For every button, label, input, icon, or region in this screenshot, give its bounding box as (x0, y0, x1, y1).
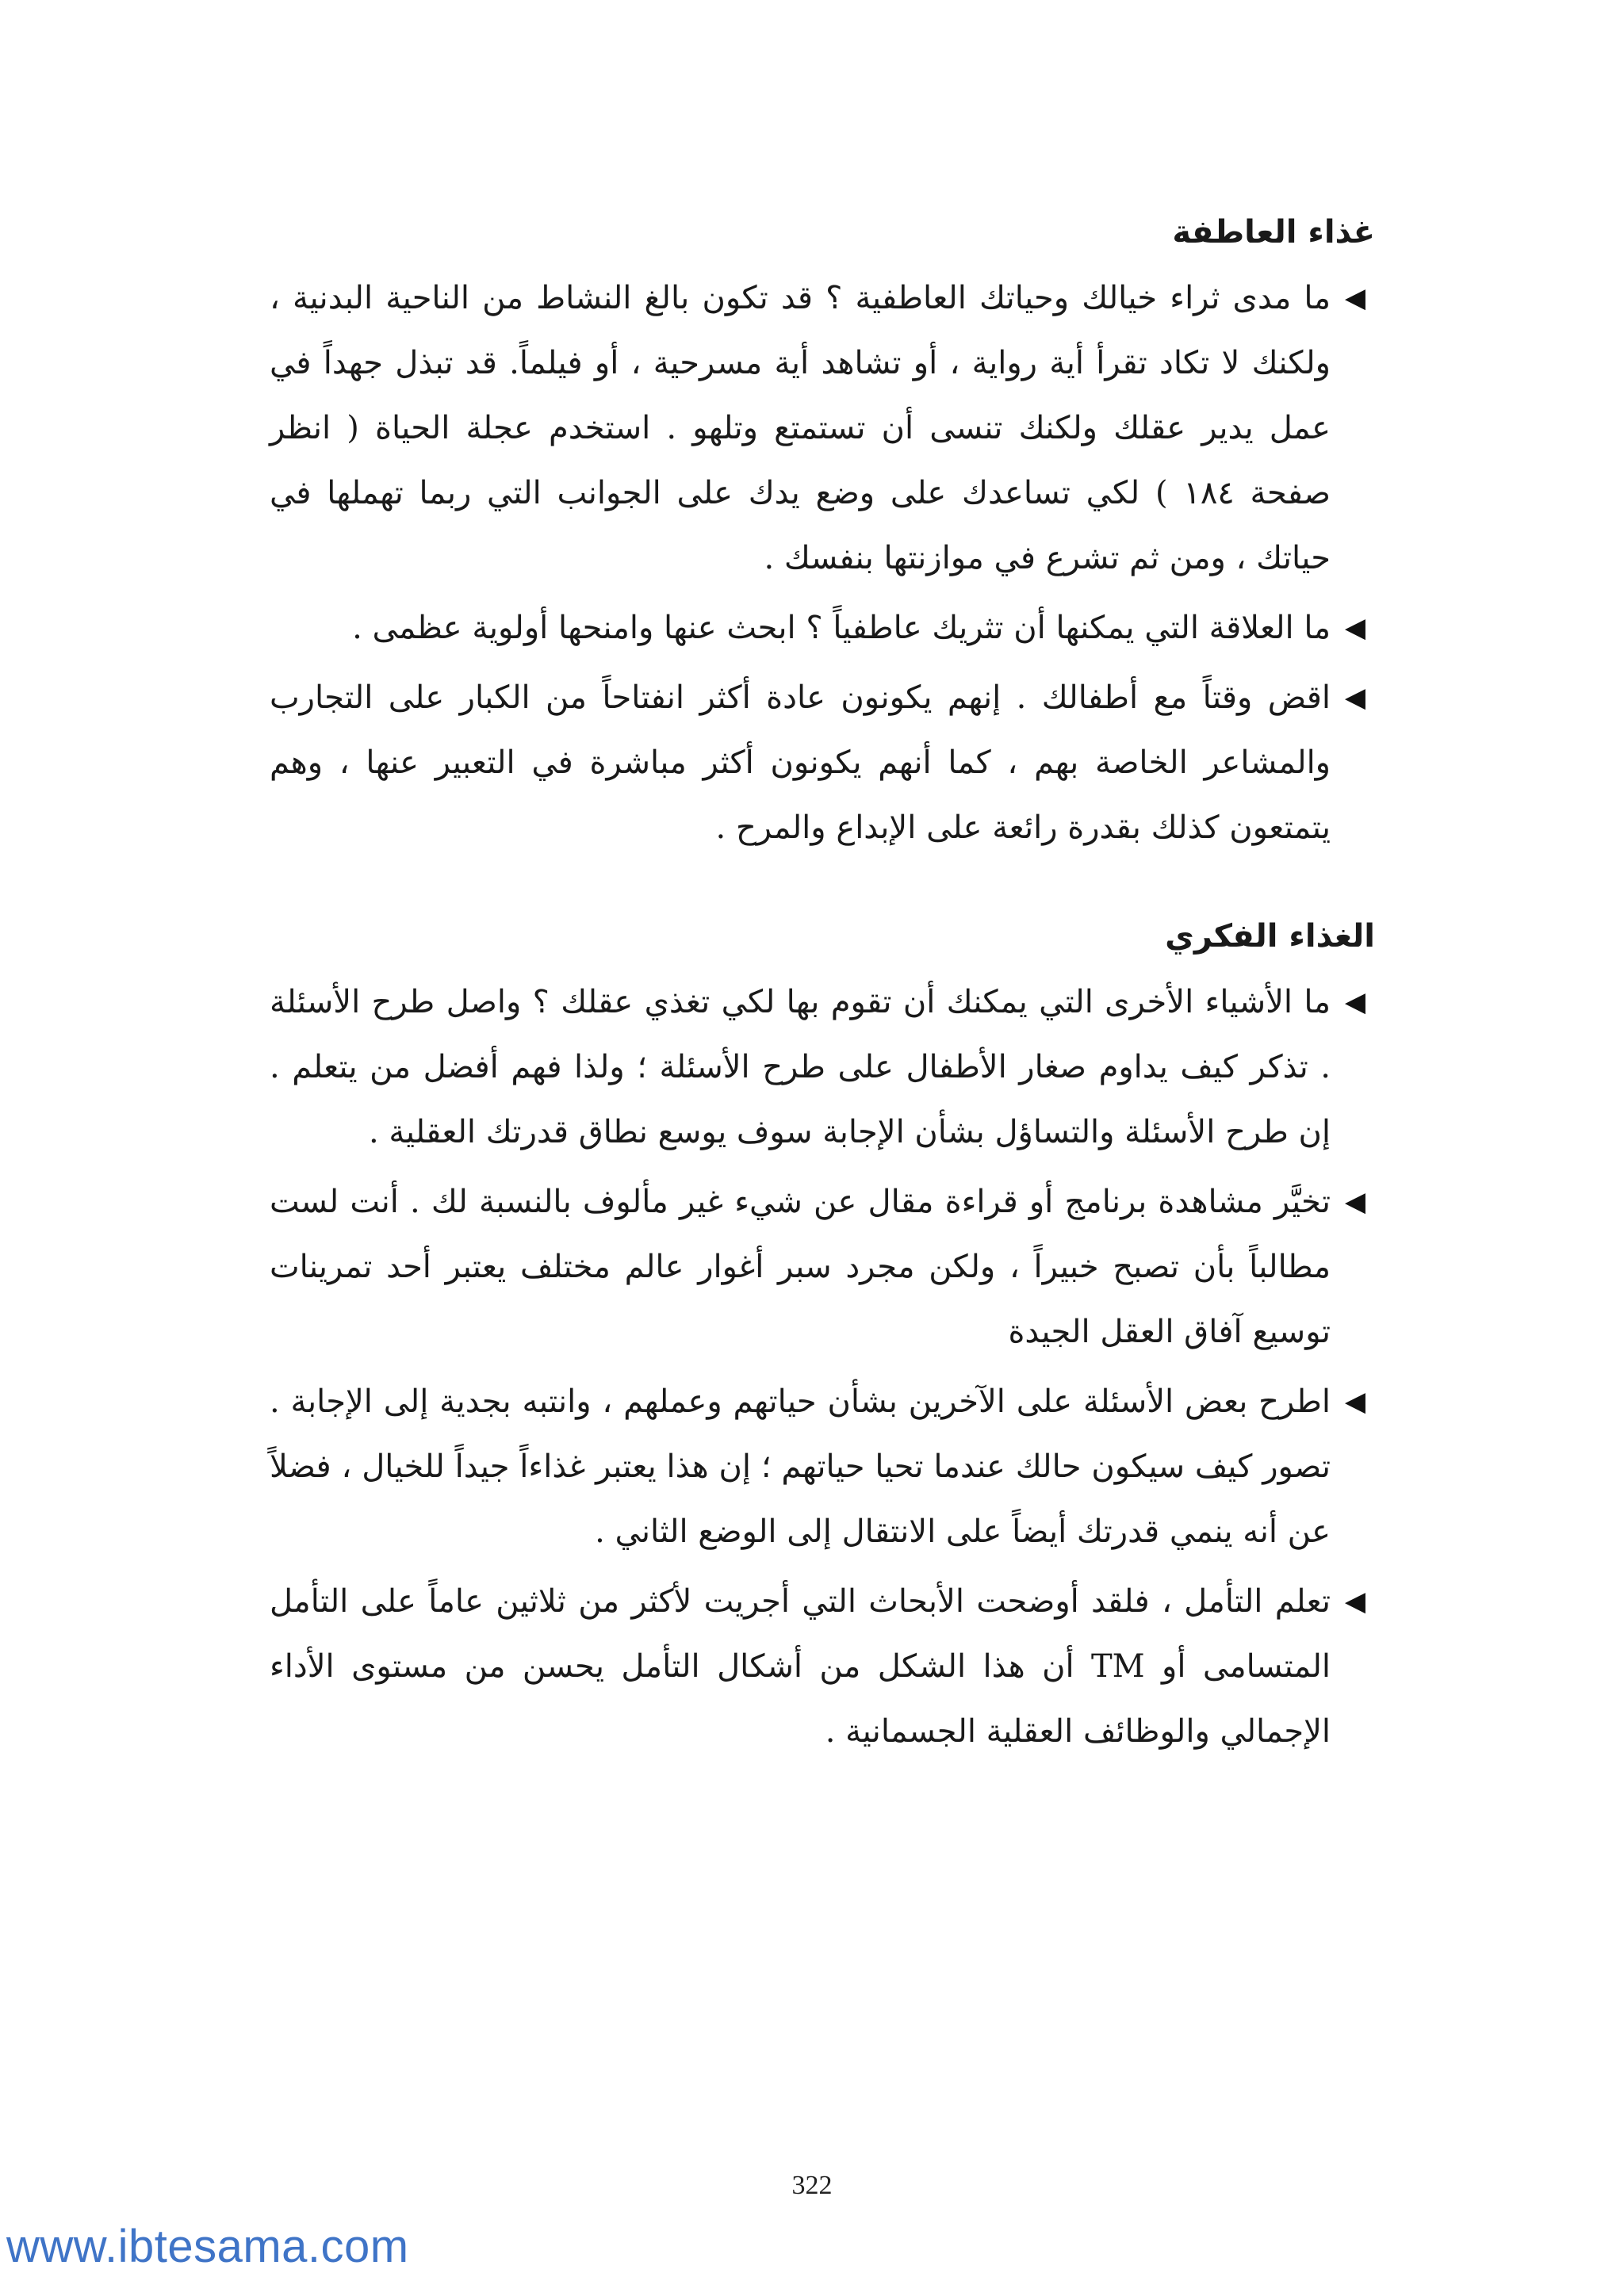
list-item (270, 1169, 1380, 1364)
section-title-emotional-nourishment: غذاء العاطفة (1172, 214, 1375, 251)
page-number: 322 (791, 2171, 833, 2200)
left-triangle-bullet-icon: ◀ (1344, 1586, 1366, 1617)
left-triangle-bullet-icon: ◀ (1344, 682, 1366, 714)
list-item-text: اطرح بعض الأسئلة على الآخرين بشأن حياتهم وعملهم ، وانتبه بجدية إلى الإجابة . تصور كيف سيكون حالك عندما تحيا حياتهم ؛ إن هذا يعتبر غذاءاً جيداً للخيال ، فضلاً عن أنه ينمي قدرتك أيضاً على الانتقال إلى الوضع الثاني . (270, 1383, 1331, 1550)
left-triangle-bullet-icon: ◀ (1344, 612, 1366, 644)
left-triangle-bullet-icon: ◀ (1344, 1186, 1366, 1218)
left-triangle-bullet-icon: ◀ (1344, 986, 1366, 1018)
list-item-text: ما مدى ثراء خيالك وحياتك العاطفية ؟ قد تكون بالغ النشاط من الناحية البدنية ، ولكنك لا تكاد تقرأ أية رواية ، أو تشاهد أية مسرحية ، أو فيلماً. قد تبذل جهداً في عمل يدير عقلك ولكنك تنسى أن تستمتع وتلهو . استخدم عجلة الحياة ( انظر صفحة ١٨٤ ) لكي تساعدك على وضع يدك على الجوانب التي ربما تهملها في حياتك ، ومن ثم تشرع في موازنتها بنفسك . (270, 280, 1331, 576)
list-item (270, 266, 1380, 591)
list-item-text: تعلم التأمل ، فلقد أوضحت الأبحاث التي أجريت لأكثر من ثلاثين عاماً على التأمل المتسامى أو TM أن هذا الشكل من أشكال التأمل يحسن من مستوى الأداء الإجمالي والوظائف العقلية الجسمانية . (270, 1583, 1331, 1750)
list-item (270, 1369, 1380, 1564)
page-content (270, 202, 1380, 1769)
site-watermark[interactable]: www.ibtesama.com (6, 2221, 409, 2272)
list-item (270, 1569, 1380, 1764)
left-triangle-bullet-icon: ◀ (1344, 282, 1366, 314)
list-item (270, 665, 1380, 860)
list-item-text: ما الأشياء الأخرى التي يمكنك أن تقوم بها لكي تغذي عقلك ؟ واصل طرح الأسئلة . تذكر كيف يداوم صغار الأطفال على طرح الأسئلة ؛ ولذا فهم أفضل من يتعلم . إن طرح الأسئلة والتساؤل بشأن الإجابة سوف يوسع نطاق قدرتك العقلية . (270, 984, 1331, 1150)
list-item-text: اقض وقتاً مع أطفالك . إنهم يكونون عادة أكثر انفتاحاً من الكبار على التجارب والمشاعر الخاصة بهم ، كما أنهم يكونون أكثر مباشرة في التعبير عنها ، وهم يتمتعون كذلك بقدرة رائعة على الإبداع والمرح . (270, 679, 1331, 846)
list-item (270, 970, 1380, 1165)
list-item-text: ما العلاقة التي يمكنها أن تثريك عاطفياً ؟ ابحث عنها وامنحها أولوية عظمى . (352, 610, 1331, 646)
left-triangle-bullet-icon: ◀ (1344, 1386, 1366, 1418)
list-item-text: تخيَّر مشاهدة برنامج أو قراءة مقال عن شيء غير مألوف بالنسبة لك . أنت لست مطالباً بأن تصبح خبيراً ، ولكن مجرد سبر أغوار عالم مختلف يعتبر أحد تمرينات توسيع آفاق العقل الجيدة (270, 1184, 1331, 1350)
section-title-intellectual-nourishment: الغذاء الفكري (1165, 918, 1375, 955)
list-item (270, 595, 1380, 660)
